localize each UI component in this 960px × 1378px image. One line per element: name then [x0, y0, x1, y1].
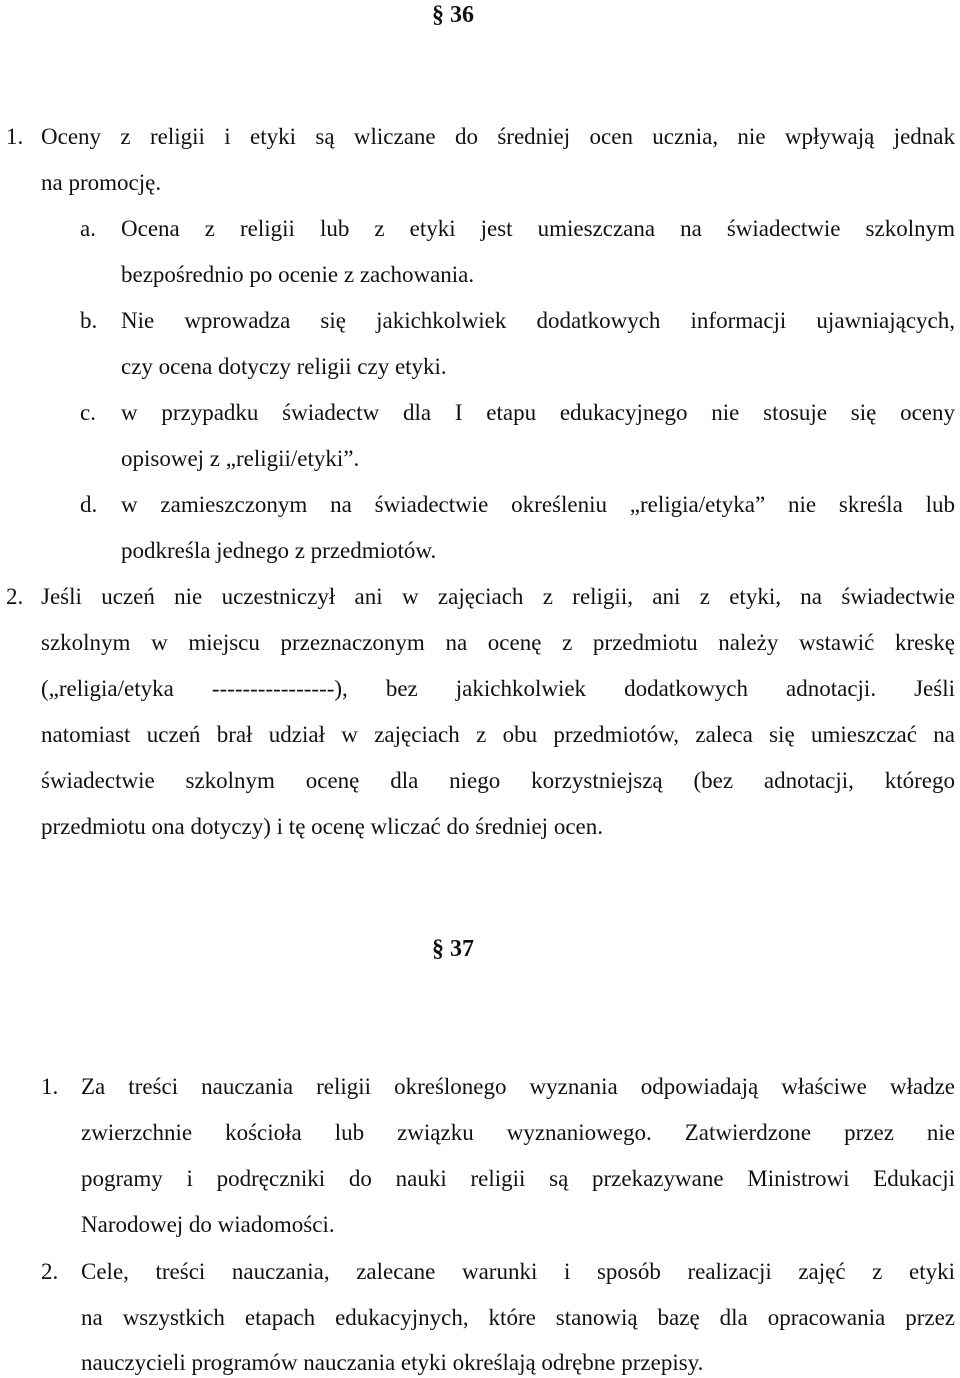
paragraph-line: zwierzchnie kościoła lub związku wyznaniowego. Zatwierdzone przez nie: [81, 1120, 955, 1145]
paragraph-line: opisowej z „religii/etyki”.: [121, 446, 360, 471]
subitem-letter: b.: [80, 308, 98, 333]
paragraph-line: pogramy i podręczniki do nauki religii są przekazywane Ministrowi Edukacji: [81, 1166, 955, 1191]
paragraph-line: na promocję.: [41, 170, 162, 195]
paragraph-line: szkolnym w miejscu przeznaczonym na ocenę z przedmiotu należy wstawić kreskę: [41, 630, 955, 655]
paragraph-line: Za treści nauczania religii określonego wyznania odpowiadają właściwe władze: [81, 1074, 955, 1099]
paragraph-line: Cele, treści nauczania, zalecane warunki i sposób realizacji zajęć z etyki: [81, 1259, 955, 1284]
subitem-letter: d.: [80, 492, 98, 517]
paragraph-line: Nie wprowadza się jakichkolwiek dodatkowych informacji ujawniających,: [121, 308, 955, 333]
item-number: 1.: [6, 124, 24, 149]
paragraph-line: nauczycieli programów nauczania etyki określają odrębne przepisy.: [81, 1350, 704, 1375]
paragraph-line: świadectwie szkolnym ocenę dla niego korzystniejszą (bez adnotacji, którego: [41, 768, 955, 793]
subitem-letter: a.: [80, 216, 96, 241]
paragraph-line: Jeśli uczeń nie uczestniczył ani w zajęciach z religii, ani z etyki, na świadectwie: [41, 584, 955, 609]
paragraph-line: natomiast uczeń brał udział w zajęciach z obu przedmiotów, zaleca się umieszczać na: [41, 722, 955, 747]
section-heading: § 37: [432, 936, 474, 962]
paragraph-line: Oceny z religii i etyki są wliczane do średniej ocen ucznia, nie wpływają jednak: [41, 124, 955, 149]
paragraph-line: przedmiotu ona dotyczy) i tę ocenę wliczać do średniej ocen.: [41, 814, 603, 839]
paragraph-line: Narodowej do wiadomości.: [81, 1212, 335, 1237]
item-number: 2.: [6, 584, 24, 609]
item-number: 1.: [41, 1074, 59, 1099]
item-number: 2.: [41, 1259, 59, 1284]
paragraph-line: bezpośrednio po ocenie z zachowania.: [121, 262, 475, 287]
section-heading: § 36: [432, 2, 474, 28]
paragraph-line: na wszystkich etapach edukacyjnych, które stanowią bazę dla opracowania przez: [81, 1305, 955, 1330]
paragraph-line: podkreśla jednego z przedmiotów.: [121, 538, 437, 563]
subitem-letter: c.: [80, 400, 96, 425]
paragraph-line: Ocena z religii lub z etyki jest umieszczana na świadectwie szkolnym: [121, 216, 955, 241]
paragraph-line: w zamieszczonym na świadectwie określeniu „religia/etyka” nie skreśla lub: [121, 492, 955, 517]
paragraph-line: („religia/etyka ----------------), bez jakichkolwiek dodatkowych adnotacji. Jeśli: [41, 676, 955, 701]
paragraph-line: czy ocena dotyczy religii czy etyki.: [121, 354, 447, 379]
paragraph-line: w przypadku świadectw dla I etapu edukacyjnego nie stosuje się oceny: [121, 400, 955, 425]
